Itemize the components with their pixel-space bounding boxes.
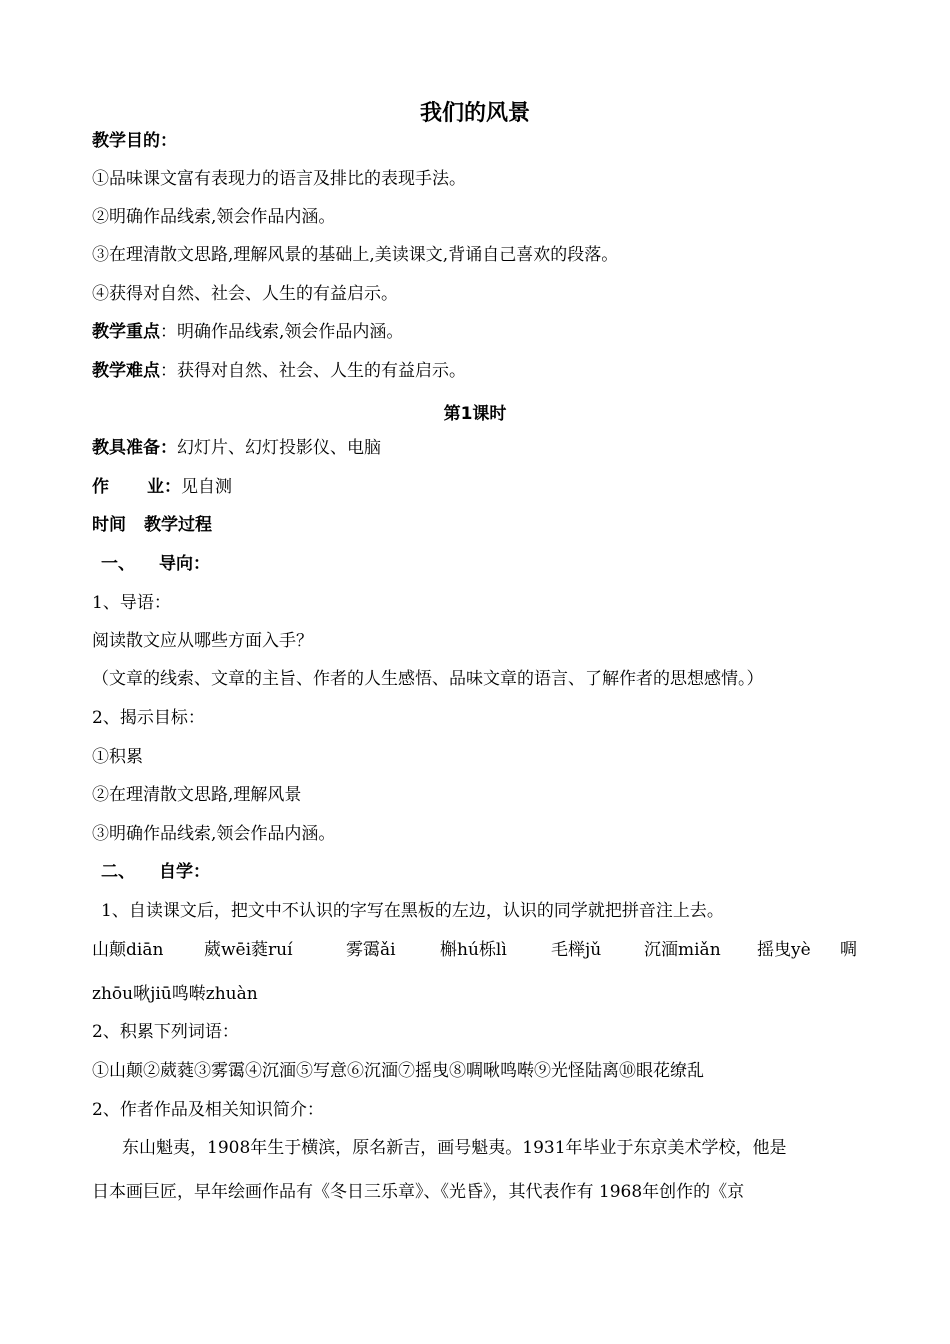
homework (92, 477, 232, 497)
intro-label: 1、导语： (92, 593, 171, 613)
goals-label: 2、揭示目标： (92, 708, 205, 728)
author-label: 2、作者作品及相关知识简介： (92, 1100, 324, 1120)
key-point-label: 教学重点 (92, 322, 160, 342)
section-2-heading (101, 862, 210, 882)
tools (92, 438, 381, 458)
pinyin-word: 槲hú栎lì (440, 940, 507, 960)
key-point (92, 322, 403, 342)
homework-label-b: 业： (147, 477, 181, 497)
intro-question: 阅读散文应从哪些方面入手？ (92, 631, 313, 651)
homework-text: 见自测 (181, 477, 232, 497)
accumulate-words: ①山颠②葳蕤③雾霭④沉湎⑤写意⑥沉湎⑦摇曳⑧啁啾鸣啭⑨光怪陆离⑩眼花缭乱 (92, 1061, 704, 1081)
pinyin-word: 葳wēi蕤ruí (204, 940, 293, 960)
intro-answer: （文章的线索、文章的主旨、作者的人生感悟、品味文章的语言、了解作者的思想感情。） (92, 669, 764, 689)
pinyin-word: 啁 (840, 940, 857, 960)
goal-item-3: ③明确作品线索,领会作品内涵。 (92, 824, 336, 844)
accumulate-label: 2、积累下列词语： (92, 1022, 239, 1042)
objective-item-1: ①品味课文富有表现力的语言及排比的表现手法。 (92, 169, 466, 189)
section-1-heading (101, 554, 210, 574)
pinyin-word: 山颠diān (92, 940, 164, 960)
goal-item-2: ②在理清散文思路,理解风景 (92, 785, 302, 805)
time-header: 时间 (92, 515, 126, 535)
pinyin-word: 摇曳yè (757, 940, 811, 960)
homework-label-a: 作 (92, 477, 109, 497)
section-2-label: 自学： (159, 862, 210, 882)
lesson-title: 第1课时 (443, 404, 507, 424)
objective-item-4: ④获得对自然、社会、人生的有益启示。 (92, 284, 398, 304)
pinyin-word: 雾霭ǎi (346, 940, 396, 960)
objectives-label: 教学目的： (92, 131, 177, 151)
section-1-label: 导向： (159, 554, 210, 574)
objective-item-2: ②明确作品线索,领会作品内涵。 (92, 207, 336, 227)
author-paragraph-line-1: 东山魁夷，1908年生于横滨，原名新吉，画号魁夷。1931年毕业于东京美术学校，他是 (122, 1138, 787, 1158)
process-header (92, 515, 212, 535)
author-paragraph-line-2: 日本画巨匠，早年绘画作品有《冬日三乐章》、《光昏》，其代表作有 1968年创作的《京 (92, 1182, 745, 1202)
pinyin-word: 毛榉jǔ (551, 940, 602, 960)
difficulty (92, 361, 466, 381)
objective-item-3: ③在理清散文思路,理解风景的基础上,美读课文,背诵自己喜欢的段落。 (92, 245, 619, 265)
tools-label: 教具准备： (92, 438, 177, 458)
key-point-text: ：明确作品线索,领会作品内涵。 (160, 322, 404, 342)
difficulty-text: ：获得对自然、社会、人生的有益启示。 (160, 361, 466, 381)
difficulty-label: 教学难点 (92, 361, 160, 381)
page-title: 我们的风景 (419, 101, 530, 126)
pinyin-word: 沉湎miǎn (644, 940, 721, 960)
pinyin-line-2: zhōu啾jiū鸣啭zhuàn (92, 984, 258, 1004)
section-2-number: 二、 (101, 862, 135, 882)
goal-item-1: ①积累 (92, 747, 143, 767)
section-1-number: 一、 (101, 554, 135, 574)
process-header-label: 教学过程 (144, 515, 212, 535)
tools-text: 幻灯片、幻灯投影仪、电脑 (177, 438, 381, 458)
selfstudy-text: 1、自读课文后，把文中不认识的字写在黑板的左边，认识的同学就把拼音注上去。 (101, 901, 724, 921)
